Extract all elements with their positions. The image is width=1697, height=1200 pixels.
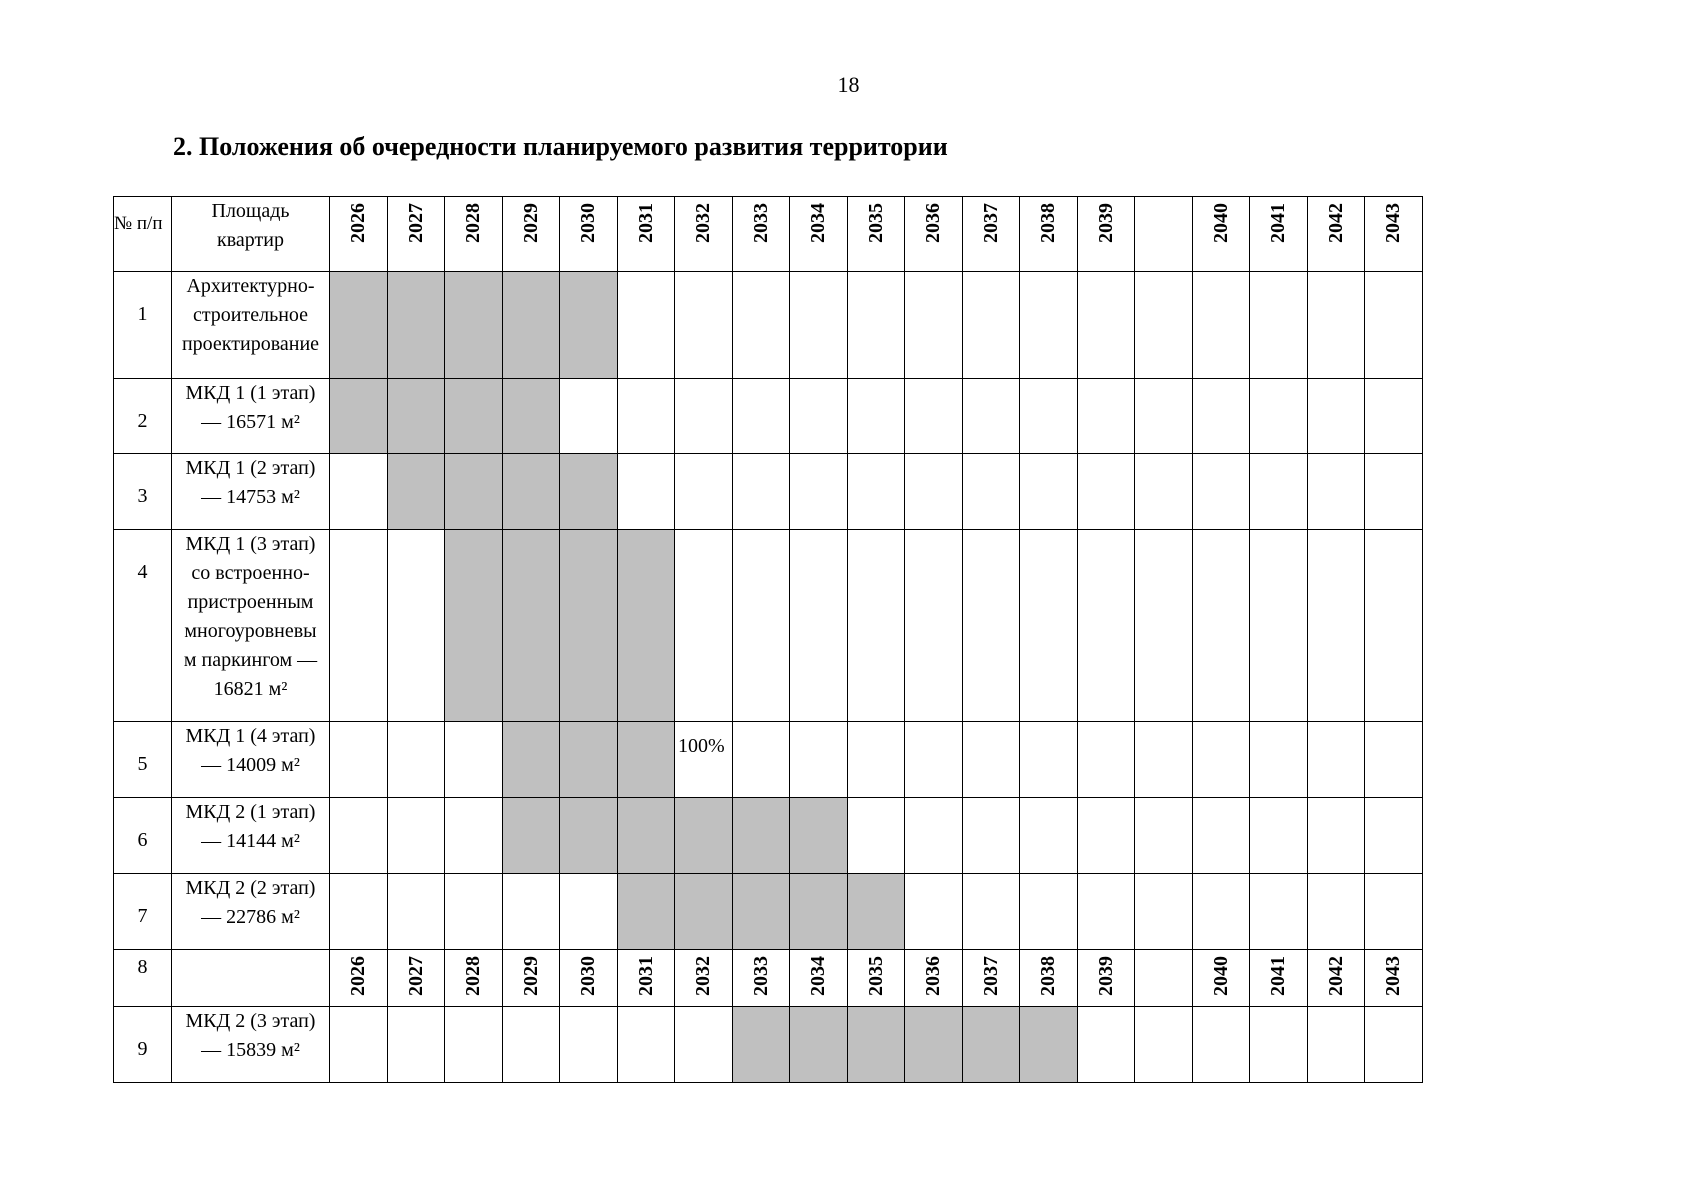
year-header-cell (1020, 950, 1078, 1007)
schedule-cell (445, 454, 503, 530)
page-number: 18 (837, 72, 860, 97)
schedule-cell (1135, 272, 1193, 379)
row-name-line: МКД 1 (2 этап) (185, 457, 316, 479)
schedule-table (113, 196, 1423, 1083)
schedule-cell (962, 722, 1020, 798)
year-header-cell (1307, 950, 1365, 1007)
schedule-cell (962, 874, 1020, 950)
row-name-line: МКД 1 (1 этап) (185, 382, 316, 404)
schedule-cell (387, 530, 445, 722)
table-row (114, 722, 1423, 798)
schedule-cell (1250, 798, 1308, 874)
row-name-line: м паркингом — (183, 649, 318, 671)
row-name-line: МКД 2 (1 этап) (185, 801, 316, 823)
year-label: 2035 (864, 956, 887, 996)
schedule-cell (962, 530, 1020, 722)
row-number: 6 (114, 798, 172, 874)
schedule-cell (387, 722, 445, 798)
schedule-cell (502, 272, 560, 379)
row-name-line: — 22786 м² (201, 906, 300, 928)
year-label: 2029 (519, 203, 542, 243)
schedule-cell (1250, 379, 1308, 454)
row-name (172, 272, 330, 379)
schedule-cell (617, 454, 675, 530)
schedule-cell (387, 454, 445, 530)
year-label: 2043 (1382, 956, 1405, 996)
year-label: 2032 (692, 203, 715, 243)
schedule-cell (617, 798, 675, 874)
table-row (114, 272, 1423, 379)
year-label: 2035 (864, 203, 887, 243)
year-label: 2037 (979, 203, 1002, 243)
schedule-cell (1020, 272, 1078, 379)
schedule-cell (1250, 722, 1308, 798)
row-name-line: пристроенным (187, 591, 314, 613)
schedule-cell (1192, 798, 1250, 874)
schedule-cell (1077, 379, 1135, 454)
year-header-cell (617, 197, 675, 272)
schedule-cell (330, 798, 388, 874)
schedule-cell (905, 874, 963, 950)
year-label: 2033 (749, 956, 772, 996)
schedule-cell (732, 530, 790, 722)
row-name (172, 950, 330, 1007)
schedule-cell (905, 722, 963, 798)
table-row (114, 874, 1423, 950)
schedule-cell (1077, 530, 1135, 722)
schedule-cell (445, 379, 503, 454)
schedule-cell (675, 379, 733, 454)
schedule-cell (1365, 530, 1423, 722)
schedule-cell (675, 798, 733, 874)
schedule-cell (445, 530, 503, 722)
year-header-cell (1365, 950, 1423, 1007)
schedule-cell (675, 272, 733, 379)
schedule-cell (1077, 722, 1135, 798)
schedule-cell (732, 379, 790, 454)
schedule-cell (1077, 1007, 1135, 1083)
schedule-cell (1020, 874, 1078, 950)
schedule-cell (617, 722, 675, 798)
schedule-cell (330, 530, 388, 722)
schedule-cell (560, 454, 618, 530)
row-name-line: МКД 2 (2 этап) (185, 877, 316, 899)
schedule-cell (1365, 454, 1423, 530)
schedule-cell (502, 379, 560, 454)
schedule-cell (1365, 722, 1423, 798)
schedule-cell (790, 454, 848, 530)
schedule-cell (387, 798, 445, 874)
schedule-cell (1020, 379, 1078, 454)
schedule-cell (560, 798, 618, 874)
row-name-line: строительное (192, 304, 309, 326)
schedule-cell (1307, 454, 1365, 530)
schedule-cell (1192, 272, 1250, 379)
row-name-line: — 14144 м² (201, 830, 300, 852)
year-header-cell (560, 197, 618, 272)
schedule-cell (387, 1007, 445, 1083)
schedule-cell (387, 272, 445, 379)
schedule-cell (847, 874, 905, 950)
year-header-cell (502, 950, 560, 1007)
schedule-cell (617, 379, 675, 454)
schedule-cell (1077, 798, 1135, 874)
year-label: 2031 (634, 956, 657, 996)
schedule-cell (905, 1007, 963, 1083)
schedule-cell (732, 272, 790, 379)
year-header-cell (560, 950, 618, 1007)
schedule-cell (962, 454, 1020, 530)
schedule-cell (1077, 272, 1135, 379)
schedule-cell (330, 454, 388, 530)
schedule-cell (1365, 798, 1423, 874)
year-label: 2036 (922, 203, 945, 243)
schedule-cell (387, 379, 445, 454)
schedule-cell (905, 454, 963, 530)
schedule-cell (1020, 798, 1078, 874)
row-name (172, 798, 330, 874)
table-header-row (114, 197, 1423, 272)
schedule-cell (1250, 272, 1308, 379)
schedule-cell (560, 1007, 618, 1083)
row-name (172, 722, 330, 798)
schedule-cell (732, 454, 790, 530)
row-name-line: — 15839 м² (201, 1039, 300, 1061)
year-label: 2038 (1037, 203, 1060, 243)
schedule-cell (790, 272, 848, 379)
schedule-cell (1307, 530, 1365, 722)
section-title: 2. Положения об очередности планируемого развития территории (173, 132, 948, 161)
schedule-cell (1307, 722, 1365, 798)
year-label: 2040 (1209, 956, 1232, 996)
schedule-cell (1250, 454, 1308, 530)
schedule-cell (560, 874, 618, 950)
schedule-cell (732, 874, 790, 950)
year-label: 2034 (807, 203, 830, 243)
schedule-cell (847, 530, 905, 722)
schedule-cell (905, 272, 963, 379)
row-name (172, 379, 330, 454)
year-header-cell (617, 950, 675, 1007)
row-name-line: со встроенно- (191, 562, 310, 584)
schedule-cell (560, 272, 618, 379)
year-header-cell (1192, 197, 1250, 272)
year-header-cell (1250, 950, 1308, 1007)
header-area-line: квартир (217, 229, 284, 251)
year-header-cell (387, 197, 445, 272)
year-header-cell (675, 950, 733, 1007)
schedule-cell (445, 722, 503, 798)
year-label: 2031 (634, 203, 657, 243)
schedule-cell (445, 874, 503, 950)
year-label: 2039 (1094, 203, 1117, 243)
year-header-cell (790, 950, 848, 1007)
schedule-cell (502, 798, 560, 874)
schedule-cell (1307, 798, 1365, 874)
year-label: 2042 (1324, 203, 1347, 243)
row-number: 9 (114, 1007, 172, 1083)
year-label: 2037 (979, 956, 1002, 996)
schedule-cell (1307, 1007, 1365, 1083)
schedule-cell (445, 798, 503, 874)
schedule-cell (502, 874, 560, 950)
row-name (172, 530, 330, 722)
year-header-cell (1135, 197, 1193, 272)
schedule-cell (1365, 1007, 1423, 1083)
schedule-cell (445, 272, 503, 379)
schedule-cell (617, 530, 675, 722)
schedule-cell (847, 379, 905, 454)
table-row (114, 1007, 1423, 1083)
row-name-line: МКД 1 (3 этап) (185, 533, 316, 555)
year-label: 2034 (807, 956, 830, 996)
schedule-cell (905, 798, 963, 874)
year-label: 2041 (1267, 956, 1290, 996)
schedule-cell (847, 798, 905, 874)
schedule-cell (445, 1007, 503, 1083)
year-header-cell (1250, 197, 1308, 272)
row-name-line: 16821 м² (213, 678, 288, 700)
schedule-cell (560, 379, 618, 454)
schedule-cell (675, 874, 733, 950)
schedule-cell (330, 1007, 388, 1083)
header-area (172, 197, 330, 272)
schedule-cell (1135, 874, 1193, 950)
schedule-cell (675, 530, 733, 722)
schedule-cell (732, 798, 790, 874)
schedule-cell (502, 454, 560, 530)
schedule-cell (790, 1007, 848, 1083)
schedule-cell (847, 272, 905, 379)
year-label: 2026 (347, 956, 370, 996)
table-row (114, 530, 1423, 722)
year-header-cell (1020, 197, 1078, 272)
schedule-cell (905, 530, 963, 722)
year-label: 2027 (404, 203, 427, 243)
schedule-cell (1135, 1007, 1193, 1083)
schedule-cell (387, 874, 445, 950)
schedule-cell (617, 874, 675, 950)
header-number: № п/п (114, 197, 172, 272)
schedule-cell (1250, 530, 1308, 722)
schedule-cell (1192, 454, 1250, 530)
year-header-cell (847, 197, 905, 272)
year-label: 2041 (1267, 203, 1290, 243)
schedule-cell (560, 722, 618, 798)
schedule-cell (962, 798, 1020, 874)
year-header-cell (1307, 197, 1365, 272)
schedule-cell (1135, 379, 1193, 454)
year-label: 2042 (1324, 956, 1347, 996)
schedule-cell (962, 1007, 1020, 1083)
row-number: 2 (114, 379, 172, 454)
year-label: 2028 (462, 956, 485, 996)
schedule-cell (330, 272, 388, 379)
row-name-line: многоуровневы (184, 620, 317, 642)
year-label: 2026 (347, 203, 370, 243)
schedule-cell (1307, 272, 1365, 379)
row-number: 8 (114, 950, 172, 1007)
schedule-cell (790, 798, 848, 874)
row-name-line: — 14753 м² (201, 486, 300, 508)
row-number: 5 (114, 722, 172, 798)
schedule-cell-note: 100% (675, 722, 733, 798)
row-name (172, 1007, 330, 1083)
schedule-cell (1020, 454, 1078, 530)
year-header-cell (502, 197, 560, 272)
schedule-cell (1135, 722, 1193, 798)
schedule-cell (847, 454, 905, 530)
schedule-cell (1192, 379, 1250, 454)
schedule-cell (502, 530, 560, 722)
schedule-cell (1192, 874, 1250, 950)
schedule-cell (905, 379, 963, 454)
schedule-cell (1250, 874, 1308, 950)
schedule-cell (790, 722, 848, 798)
schedule-cell (617, 272, 675, 379)
schedule-cell (617, 1007, 675, 1083)
schedule-cell (330, 722, 388, 798)
year-label: 2032 (692, 956, 715, 996)
schedule-cell (732, 1007, 790, 1083)
year-header-cell (732, 950, 790, 1007)
schedule-cell (1307, 379, 1365, 454)
schedule-cell (1192, 1007, 1250, 1083)
row-name (172, 874, 330, 950)
schedule-cell (330, 379, 388, 454)
table-row (114, 950, 1423, 1007)
row-number: 4 (114, 530, 172, 722)
year-header-cell (732, 197, 790, 272)
row-name-line: — 14009 м² (201, 754, 300, 776)
year-header-cell (675, 197, 733, 272)
schedule-cell (962, 272, 1020, 379)
year-header-cell (1135, 950, 1193, 1007)
year-label: 2040 (1209, 203, 1232, 243)
year-header-cell (1077, 950, 1135, 1007)
year-header-cell (387, 950, 445, 1007)
year-header-cell (962, 950, 1020, 1007)
schedule-cell (675, 454, 733, 530)
year-label: 2036 (922, 956, 945, 996)
schedule-cell (790, 379, 848, 454)
schedule-cell (1192, 722, 1250, 798)
year-label: 2043 (1382, 203, 1405, 243)
year-label: 2030 (577, 956, 600, 996)
year-label: 2027 (404, 956, 427, 996)
year-header-cell (1077, 197, 1135, 272)
schedule-cell (1365, 379, 1423, 454)
schedule-cell (732, 722, 790, 798)
table-row (114, 798, 1423, 874)
schedule-cell (675, 1007, 733, 1083)
year-header-cell (790, 197, 848, 272)
year-header-cell (847, 950, 905, 1007)
schedule-cell (847, 1007, 905, 1083)
header-area-line: Площадь (211, 200, 290, 222)
year-label: 2028 (462, 203, 485, 243)
row-number: 7 (114, 874, 172, 950)
year-header-cell (1365, 197, 1423, 272)
schedule-cell (330, 874, 388, 950)
year-label: 2039 (1094, 956, 1117, 996)
year-label: 2029 (519, 956, 542, 996)
row-number: 3 (114, 454, 172, 530)
schedule-cell (502, 722, 560, 798)
row-number: 1 (114, 272, 172, 379)
schedule-cell (1135, 530, 1193, 722)
schedule-cell (1365, 874, 1423, 950)
schedule-cell (1077, 454, 1135, 530)
year-header-cell (1192, 950, 1250, 1007)
schedule-cell (962, 379, 1020, 454)
year-header-cell (445, 950, 503, 1007)
row-name-line: МКД 1 (4 этап) (185, 725, 316, 747)
schedule-cell (847, 722, 905, 798)
schedule-cell (1192, 530, 1250, 722)
year-header-cell (445, 197, 503, 272)
schedule-cell (1250, 1007, 1308, 1083)
year-header-cell (330, 950, 388, 1007)
schedule-cell (1020, 1007, 1078, 1083)
year-header-cell (962, 197, 1020, 272)
row-name-line: МКД 2 (3 этап) (185, 1010, 316, 1032)
schedule-cell (1020, 530, 1078, 722)
schedule-cell (790, 874, 848, 950)
schedule-cell (1135, 798, 1193, 874)
year-header-cell (905, 950, 963, 1007)
table-row (114, 379, 1423, 454)
schedule-cell (560, 530, 618, 722)
table-row (114, 454, 1423, 530)
year-label: 2033 (749, 203, 772, 243)
row-name (172, 454, 330, 530)
schedule-cell (1365, 272, 1423, 379)
schedule-cell (1077, 874, 1135, 950)
schedule-cell (790, 530, 848, 722)
row-name-line: проектирование (181, 333, 320, 355)
schedule-cell (502, 1007, 560, 1083)
schedule-cell (1135, 454, 1193, 530)
schedule-cell (1020, 722, 1078, 798)
row-name-line: — 16571 м² (201, 411, 300, 433)
schedule-cell (1307, 874, 1365, 950)
year-label: 2038 (1037, 956, 1060, 996)
row-name-line: Архитектурно- (186, 275, 315, 297)
year-header-cell (905, 197, 963, 272)
year-label: 2030 (577, 203, 600, 243)
year-header-cell (330, 197, 388, 272)
